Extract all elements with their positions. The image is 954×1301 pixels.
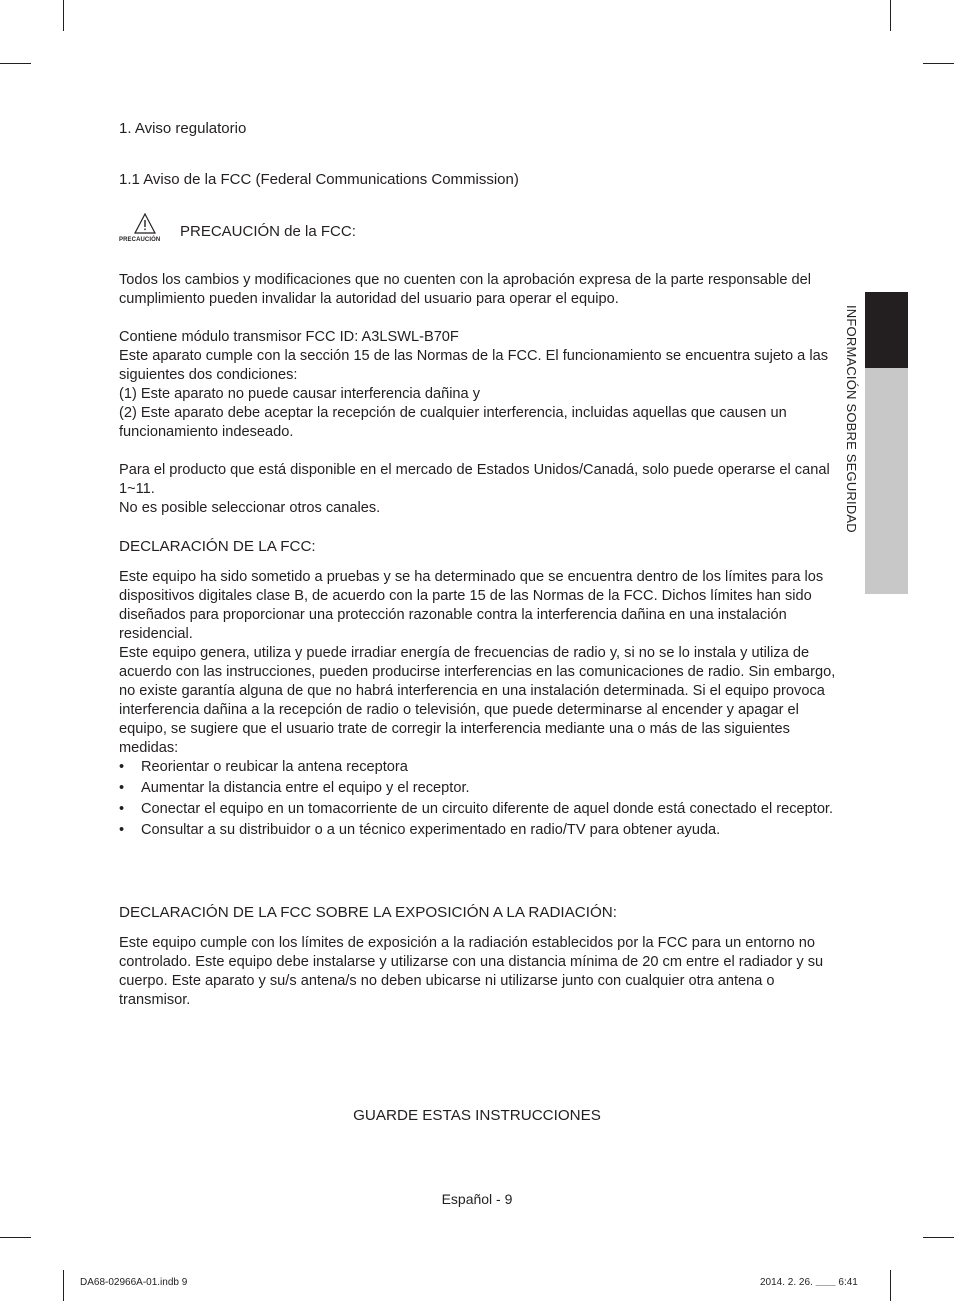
crop-mark [0,1237,31,1238]
measures-list [119,758,839,842]
crop-mark [63,1270,64,1301]
closing-instruction: GUARDE ESTAS INSTRUCCIONES [353,1107,601,1124]
warning-triangle-icon [134,213,156,234]
radiation-text: Este equipo cumple con los límites de exposición a la radiación establecidos por la FCC para un entorno no controlado. Este equipo debe instalarse y utilizarse con una distancia mínima de 20 cm entre el radiador y su cuerpo. Este aparato y su/s antena/s no deben ubicarse ni utilizarse junto con cualquier otra antena o transmisor. [119,935,824,1008]
paragraph: Todos los cambios y modificaciones que no cuenten con la aprobación expresa de la parte responsable del cumplimiento pueden invalidar la autoridad del usuario para operar el equipo. [119,272,812,307]
paragraph: Este equipo ha sido sometido a pruebas y se ha determinado que se encuentra dentro de los límites para los dispositivos digitales clase B, de acuerdo con la parte 15 de las Normas de la FCC. Dichos límites han sido diseñados para proporcionar una protección razonable contra la interferencia dañina en una instalación residencial. [119,569,824,642]
paragraph: Este equipo genera, utiliza y puede irradiar energía de frecuencias de radio y, si no se lo instala y utiliza de acuerdo con las instrucciones, pueden producirse interferencias en las comunicaciones de radio. Sin embargo, no existe garantía alguna de que no habrá interferencia en una instalación determinada. Si el equipo provoca interferencia dañina a la recepción de radio o televisión, que puede determinarse al encender y apagar el equipo, se sugiere que el usuario trate de corregir la interferencia mediante una o más de las siguientes medidas: [119,645,836,756]
paragraph: Para el producto que está disponible en el mercado de Estados Unidos/Canadá, solo puede operarse el canal 1~11. [119,462,830,497]
crop-mark [890,1270,891,1301]
crop-mark [923,63,954,64]
declaration-heading: DECLARACIÓN DE LA FCC: [119,538,316,555]
paragraph: (1) Este aparato no puede causar interferencia dañina y [119,386,481,402]
caution-icon-group [119,213,171,249]
paragraph: Contiene módulo transmisor FCC ID: A3LSWL-B70F [119,329,459,345]
side-tab-band [865,368,908,594]
list-item: • Aumentar la distancia entre el equipo y el receptor. [119,780,470,796]
list-item: • Consultar a su distribuidor o a un técnico experimentado en radio/TV para obtener ayuda. [119,822,721,838]
list-item: • Conectar el equipo en un tomacorriente de un circuito diferente de aquel donde está conectado el receptor. [119,801,834,817]
page-number: Español - 9 [441,1191,513,1207]
subsection-title: 1.1 Aviso de la FCC (Federal Communications Commission) [119,171,519,188]
footer-timestamp: 2014. 2. 26. ＿＿ 6:41 [760,1277,858,1288]
declaration-text [119,568,839,758]
paragraph: Este aparato cumple con la sección 15 de las Normas de la FCC. El funcionamiento se encuentra sujeto a las siguientes dos condiciones: [119,348,828,383]
side-tab-marker [865,292,908,368]
section-title: 1. Aviso regulatorio [119,120,247,137]
crop-mark [890,0,891,31]
radiation-heading: DECLARACIÓN DE LA FCC SOBRE LA EXPOSICIÓN A LA RADIACIÓN: [119,904,617,921]
side-tab-label: INFORMACIÓN SOBRE SEGURIDAD [844,305,859,533]
footer-file-name: DA68-02966A-01.indb 9 [80,1277,188,1288]
crop-mark [63,0,64,31]
caution-text [119,271,839,518]
caution-icon-caption: PRECAUCIÓN [119,237,161,243]
caution-heading: PRECAUCIÓN de la FCC: [180,223,356,240]
crop-mark [923,1237,954,1238]
list-item: • Reorientar o reubicar la antena receptora [119,759,408,775]
crop-mark [0,63,31,64]
paragraph: No es posible seleccionar otros canales. [119,500,381,516]
paragraph: (2) Este aparato debe aceptar la recepción de cualquier interferencia, incluidas aquellas que causen un funcionamiento indeseado. [119,405,787,440]
